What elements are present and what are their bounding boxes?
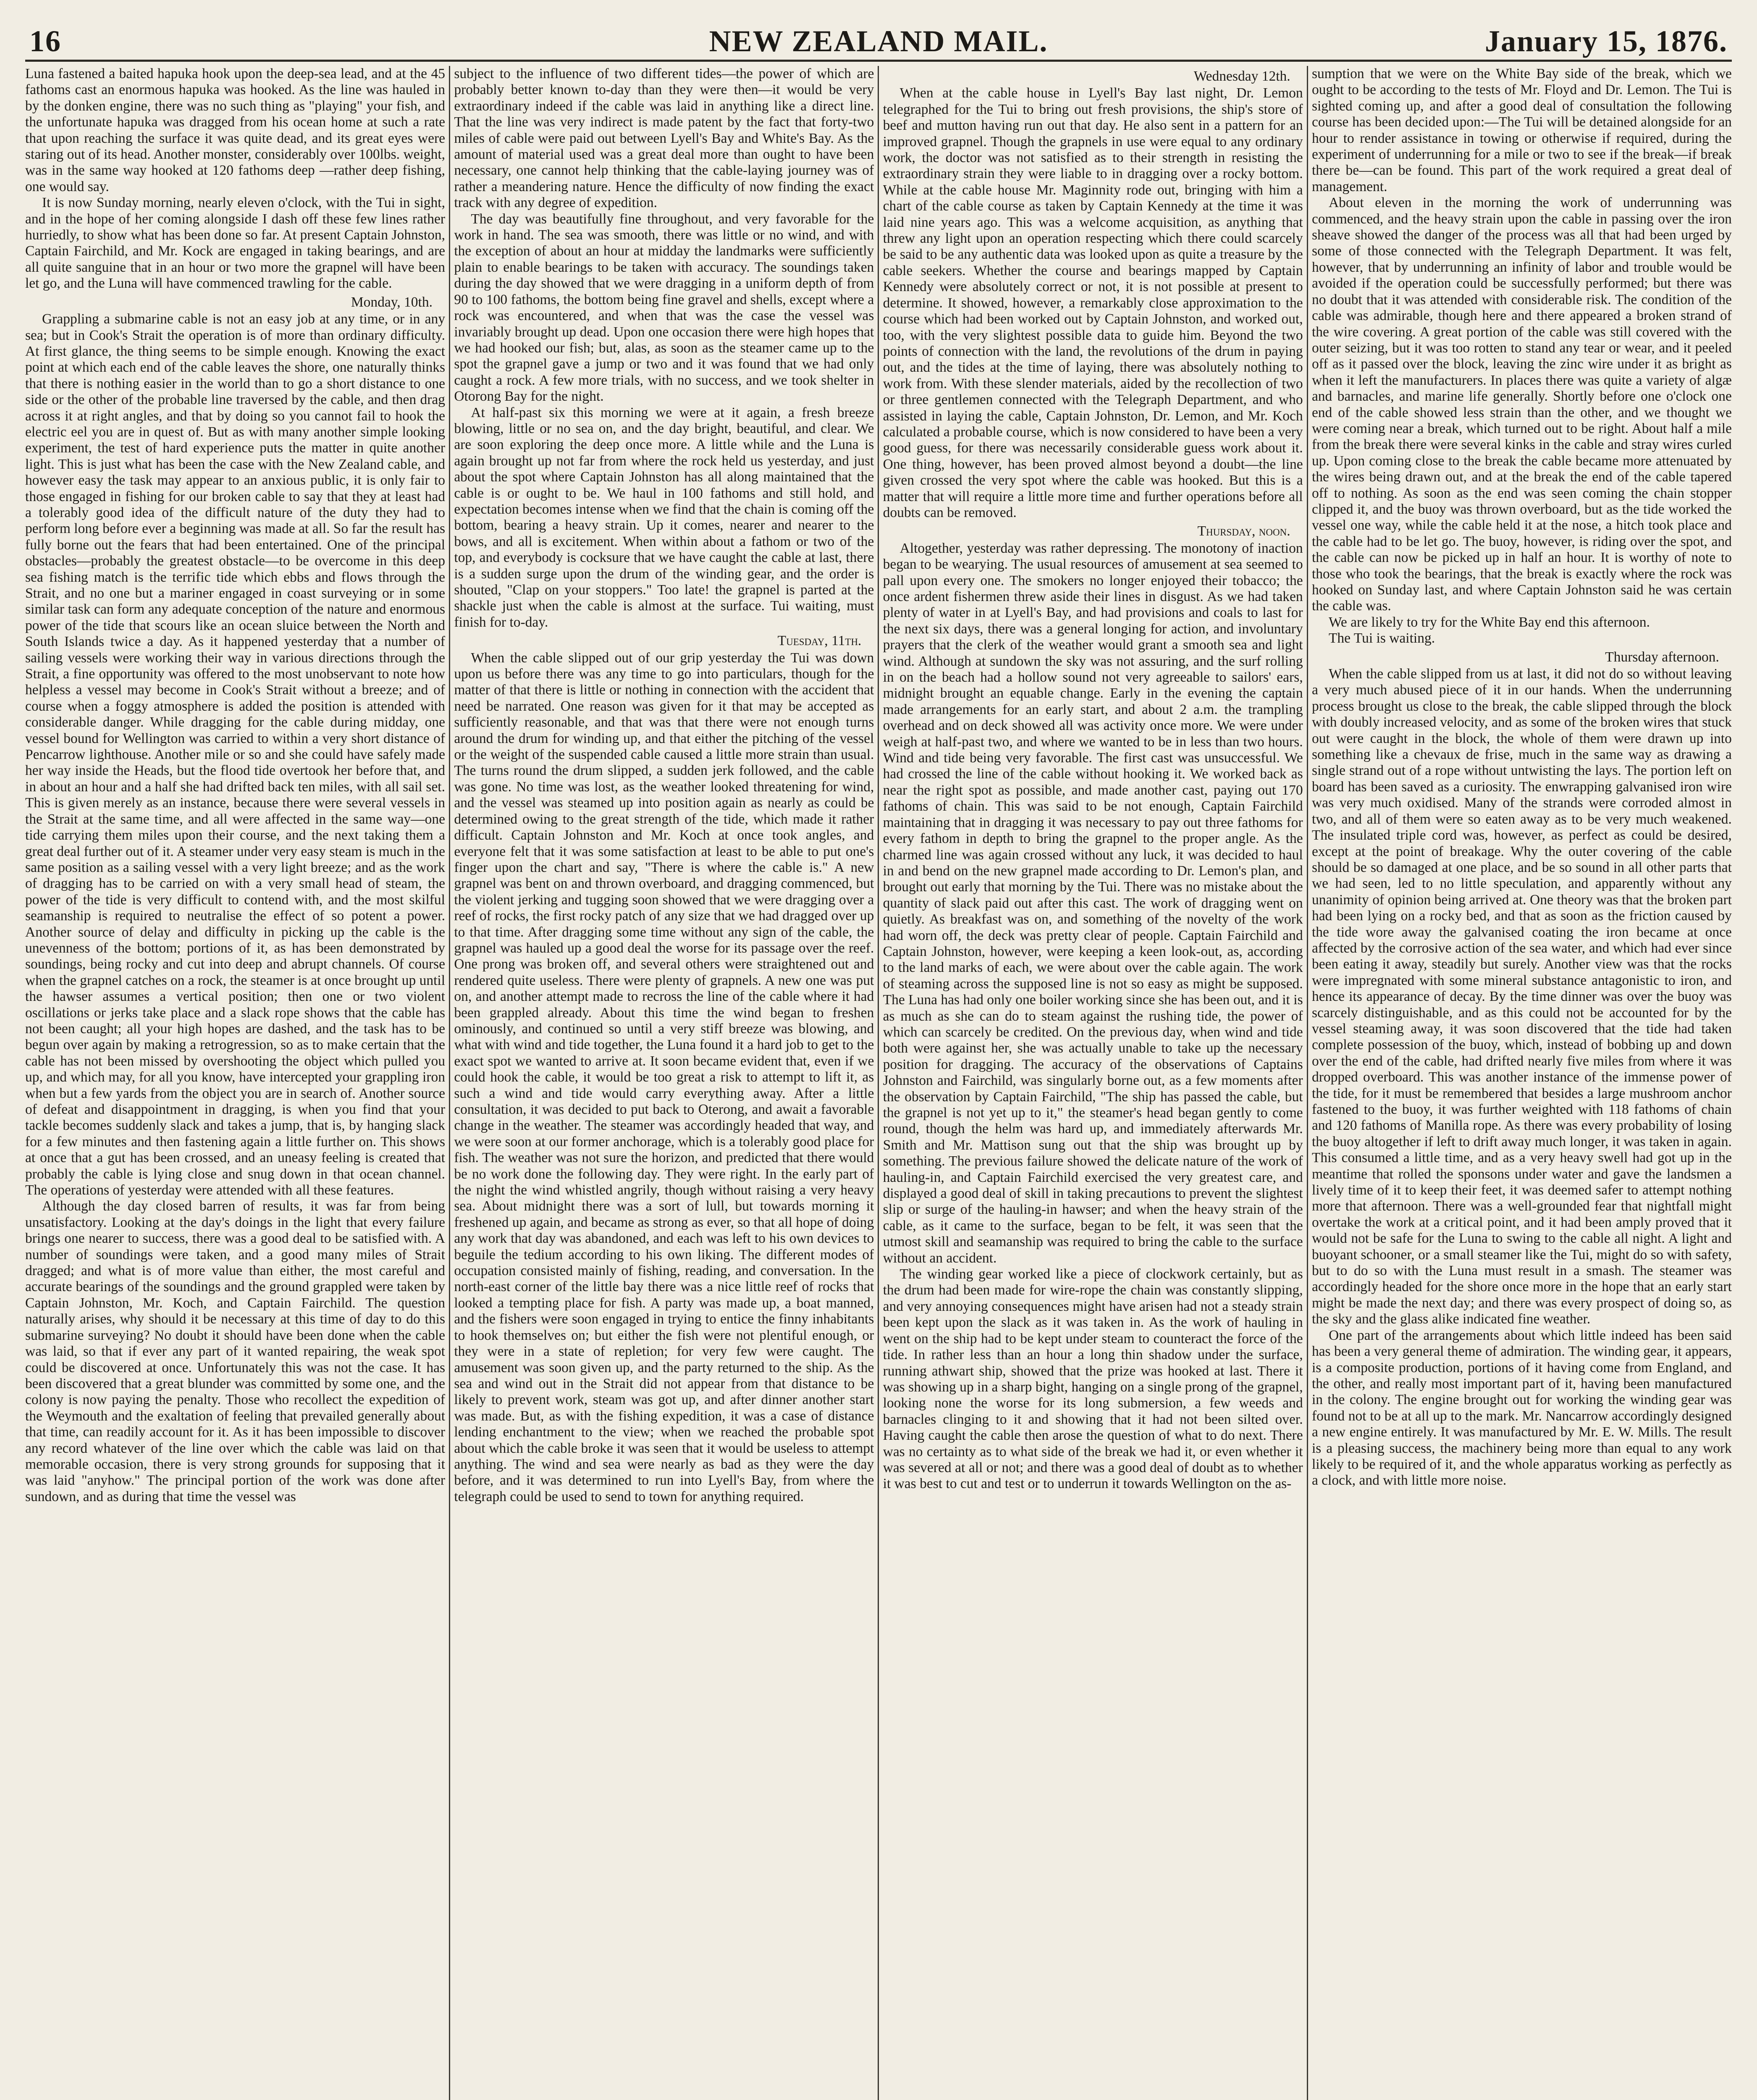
text-column-2 [454, 66, 874, 2100]
article-paragraph: One part of the arrangements about which little indeed has been said has been a very general theme of admiration. The winding gear, it appears, is a composite production, portions of it having come from England, and the other, and really most important part of it, having been manufactured in the colony. The engine brought out for working the winding gear was found not to be at all up to the mark. Mr. Nancarrow accordingly designed a new engine entirely. It was manufactured by Mr. E. W. Mills. The result is a pleasing success, the machinery being more than equal to any work likely to be required of it, and the whole apparatus working as perfectly as a clock, and with little more noise. [1311, 1327, 1732, 1488]
article-paragraph: We are likely to try for the White Bay end this afternoon. [1328, 614, 1650, 630]
text-column-3 [883, 66, 1303, 2100]
issue-date: January 15, 1876. [1484, 24, 1728, 58]
article-paragraph: At half-past six this morning we were at it again, a fresh breeze blowing, little or no sea on, and the day bright, beautiful, and clear. We are soon exploring the deep once more. A little while and the Luna is again brought up not far from where the rock held us yesterday, and just about the spot where Captain Johnston has all along maintained that the cable is or ought to be. We haul in 100 fathoms and still hold, and expectation becomes intense when we find that the chain is coming off the bottom, bearing a heavy strain. Up it comes, nearer and nearer to the bows, and all is excitement. When within about a fathom or two of the top, and everybody is cocksure that we have caught the cable at last, there is a sudden surge upon the drum of the winding gear, and the order is shouted, "Clap on your stoppers." Too late! the grapnel is parted at the shackle just when the cable is almost at the surface. Tui waiting, must finish for to-day. [454, 404, 874, 630]
column-divider [1307, 66, 1308, 2100]
article-paragraph: It is now Sunday morning, nearly eleven o'clock, with the Tui in sight, and in the hope of her coming alongside I dash off these few lines rather hurriedly, to show what has been done so far. At present Captain Johnston, Captain Fairchild, and Mr. Kock are engaged in taking bearings, and are all quite sanguine that in an hour or two more the grapnel will have been let go, and the Luna will have commenced trawling for the cable. [25, 195, 445, 291]
article-columns [25, 66, 1732, 2100]
page-header [25, 21, 1732, 62]
article-paragraph: Altogether, yesterday was rather depressing. The monotony of inaction began to be wearying. The usual resources of amusement at sea seemed to pall upon every one. The smokers no longer enjoyed their tobacco; the once ardent fishermen threw aside their lines in disgust. As we had taken plenty of water in at Lyell's Bay, and had provisions and coals to last for the next six days, there was a general longing for action, and involuntary prayers that the clerk of the weather would grant a smooth sea and light wind. Although at sundown the sky was not assuring, and the surf rolling in on the beach had a hollow sound not very agreeable to sailors' ears, midnight brought an equable change. Early in the evening the captain made arrangements for an early start, and about 2 a.m. the trampling overhead and on deck showed all was activity once more. We were under weigh at half-past two, and where we wanted to be in less than two hours. Wind and tide being very favorable. The first cast was unsuccessful. We had crossed the line of the cable without hooking it. We worked back as near the right spot as possible, and made another cast, paying out 170 fathoms of chain. This was said to be not enough, Captain Fairchild maintaining that in dragging it was necessary to pay out three fathoms for every fathom in depth to bring the grapnel to the proper angle. As the charmed line was again crossed without any luck, it was decided to haul in and bend on the new grapnel made according to Dr. Lemon's plan, and brought out early that morning by the Tui. There was no mistake about the quantity of slack paid out after this cast. The work of dragging went on quietly. As breakfast was on, and something of the novelty of the work had worn off, the deck was pretty clear of people. Captain Fairchild and Captain Johnston, however, were keeping a keen look-out, as, according to the land marks of each, we were about over the cable again. The work of steaming across the supposed line is not so easy as might be supposed. The Luna has had only one boiler working since she has been out, and it is as much as she can do to steam against the rushing tide, the power of which can scarcely be credited. On the previous day, when wind and tide both were against her, she was actually unable to take up the necessary position for dragging. The accuracy of the observations of Captains Johnston and Fairchild, was singularly borne out, as a few moments after the observation by Captain Fairchild, "The ship has passed the cable, but the grapnel is not yet up to it," the steamer's head began gently to come round, though the helm was hard up, and immediately afterwards Mr. Smith and Mr. Mattison sung out that the ship was brought up by something. The previous failure showed the delicate nature of the work of hauling-in, and Captain Fairchild exercised the very greatest care, and displayed a good deal of skill in taking precautions to prevent the slightest slip or surge of the hauling-in hawser; and when the heavy strain of the cable, as it came to the surface, began to be felt, it was seen that the utmost skill and seamanship was required to bring the cable to the surface without an accident. [883, 540, 1303, 1266]
article-paragraph: When the cable slipped from us at last, it did not do so without leaving a very much abused piece of it in our hands. When the underrunning process brought us close to the break, the cable slipped through the block with doubly increased velocity, and as some of the broken wires that stuck out were caught in the block, the whole of them were drawn up into something like a chevaux de frise, much in the same way as drawing a single strand out of a rope without untwisting the lays. The portion left on board has been saved as a curiosity. The enwrapping galvanised iron wire was very much oxidised. Many of the strands were corroded almost in two, and all of them were so eaten away as to be very much weakened. The insulated triple cord was, however, as perfect as could be desired, except at the point of breakage. Why the outer covering of the cable should be so damaged at one place, and be so sound in all other parts that we had seen, led to no little speculation, and apparently without any unanimity of opinion being arrived at. One theory was that the broken part had been lying on a rocky bed, and that as soon as the friction caused by the tide wore away the galvanised coating the iron became at once affected by the corrosive action of the sea water, and which had ever since been eating it away, steadily but surely. Another view was that the rocks were impregnated with some mineral substance antagonistic to iron, and hence its appearance of decay. By the time dinner was over the buoy was scarcely distinguishable, and as this could not be accounted for by the vessel steaming away, it was soon discovered that the tide had taken complete possession of the buoy, which, instead of bobbing up and down over the end of the cable, had drifted nearly five miles from where it was dropped overboard. This was another instance of the immense power of the tide, for it must be remembered that besides a large mushroom anchor fastened to the buoy, it was further weighted with 118 fathoms of chain and 120 fathoms of Manilla rope. As there was every probability of losing the buoy altogether if left to drift away much longer, it was taken in again. This consumed a little time, and as a very heavy swell had got up in the meantime that rolled the sponsons under water and gave the landsmen a lively time of it to keep their feet, it was deemed safer to attempt nothing more that afternoon. There was a well-grounded fear that nightfall might overtake the work at a critical point, and it had been amply proved that it would not be safe for the Luna to swing to the cable all night. A light and buoyant schooner, or a small steamer like the Tui, might do so with safety, but to do so with the Luna must result in a smash. The steamer was accordingly headed for the shore once more in the hope that an early start might be made the next day; and there was every prospect of doing so, as the sky and the glass alike indicated fine weather. [1311, 666, 1732, 1327]
article-paragraph: When the cable slipped out of our grip yesterday the Tui was down upon us before there was any time to go into particulars, though for the matter of that there is little or nothing in connection with the accident that need be narrated. One reason was given for it that may be accepted as sufficiently reasonable, and that was that there were not enough turns around the drum for winding up, and that either the pitching of the vessel or the weight of the suspended cable caused a little more strain than usual. The turns round the drum slipped, a sudden jerk followed, and the cable was gone. No time was lost, as the weather looked threatening for wind, and the vessel was steamed up into position again as nearly as could be determined owing to the great strength of the tide, which made it rather difficult. Captain Johnston and Mr. Koch at once took angles, and everyone felt that it was some satisfaction at least to be able to put one's finger upon the chart and say, "There is where the cable is." A new grapnel was bent on and thrown overboard, and dragging commenced, but the violent jerking and tugging soon showed that we were dragging over a reef of rocks, the first rocky patch of any size that we had dragged over up to that time. After dragging some time without any sign of the cable, the grapnel was hauled up a good deal the worse for its passage over the reef. One prong was broken off, and several others were straightened out and rendered quite useless. There were plenty of grapnels. A new one was put on, and another attempt made to recross the line of the cable where it had been grappled already. About this time the wind began to freshen ominously, and continued so until a very stiff breeze was blowing, and what with wind and tide together, the Luna found it a hard job to get to the exact spot we wanted to arrive at. It soon became evident that, even if we could hook the cable, it would be too great a risk to attempt to lift it, as such a wind and tide would carry everything away. After a little consultation, it was decided to put back to Oterong, and await a favorable change in the weather. The steamer was accordingly headed that way, and we were soon at our former anchorage, which is a tolerably good place for fish. The weather was not sure the horizon, and predicted that there would be no work done the following day. They were right. In the early part of the night the wind whistled angrily, though without raising a very heavy sea. About midnight there was a sort of lull, but towards morning it freshened up again, and became as strong as ever, so that all hope of doing any work that day was abandoned, and each was left to his own devices to beguile the tedium according to his own liking. The different modes of occupation consisted mainly of fishing, reading, and conversation. In the north-east corner of the little bay there was a nice little reef of rocks that looked a tempting place for fish. A party was made up, a boat manned, and the fishers were soon engaged in trying to entice the finny inhabitants to hook themselves on; but either the fish were not plentiful enough, or they were in a state of repletion; for very few were caught. The amusement was soon given up, and the party returned to the ship. As the sea and wind out in the Strait did not appear from that distance to be likely to prevent work, steam was got up, and after dinner another start was made. But, as with the fishing expedition, it was a case of distance lending enchantment to the view; when we reached the probable spot about which the cable broke it was seen that it would be useless to attempt anything. The wind and sea were nearly as bad as they were the day before, and it was determined to run into Lyell's Bay, from where the telegraph could be used to send to town for anything required. [454, 650, 874, 1504]
section-dateline: Monday, 10th. [351, 294, 433, 310]
column-divider [449, 66, 450, 2100]
article-paragraph: The Tui is waiting. [1328, 630, 1435, 646]
section-dateline: Thursday, noon. [1197, 523, 1290, 539]
article-paragraph: When at the cable house in Lyell's Bay last night, Dr. Lemon telegraphed for the Tui to bring out fresh provisions, the ship's store of beef and mutton having run out that day. He also sent in a pattern for an improved grapnel. Though the grapnels in use were equal to any ordinary work, the doctor was not satisfied as to their strength in resisting the extraordinary strain they were liable to in dragging over a rocky bottom. While at the cable house Mr. Maginnity rode out, bringing with him a chart of the cable course as taken by Captain Kennedy at the time it was laid nine years ago. This was a welcome acquisition, as anything that threw any light upon an operation respecting which there could scarcely be said to be any authentic data was looked upon as quite a treasure by the cable seekers. Whether the course and bearings mapped by Captain Kennedy were absolutely correct or not, it is not possible at present to determine. It showed, however, a remarkably close approximation to the course which had been worked out by Captain Johnston, and worked out, too, with the very slightest possible data to guide him. Beyond the two points of connection with the land, the revolutions of the drum in paying out, and the tides at the time of laying, there was absolutely nothing to work from. With these slender materials, aided by the recollection of two or three gentlemen connected with the Telegraph Department, and who assisted in laying the cable, Captain Johnston, Dr. Lemon, and Mr. Koch calculated a probable course, which is now considered to have been a very good guess, for there was necessarily considerable guess work about it. One thing, however, has been proved almost beyond a doubt—the line given crossed the very spot where the cable was hooked. But this is a matter that will require a little more time and further operations before all doubts can be removed. [883, 85, 1303, 520]
article-paragraph: Grappling a submarine cable is not an easy job at any time, or in any sea; but in Cook's Strait the operation is of more than ordinary difficulty. At first glance, the thing seems to be simple enough. Knowing the exact point at which each end of the cable leaves the shore, one naturally thinks that there is nothing easier in the world than to go a short distance to one side or the other of the probable line traversed by the cable, and then drag across it at right angles, and that by doing so you cannot fail to hook the electric eel you are in quest of. But as with many another simple looking experiment, the test of hard experience puts the matter in quite another light. This is just what has been the case with the New Zealand cable, and however easy the task may appear to an anxious public, it is only fair to those engaged in fishing for our broken cable to say that they at least had a tolerably good idea of the difficult nature of the duty they had to perform long before ever a beginning was made at all. So far the result has fully borne out the fears that had been entertained. One of the principal obstacles—probably the greatest obstacle—to be overcome in this deep sea fishing match is the terrific tide which ebbs and flows through the Strait, and no one but a mariner engaged in coast surveying or in some similar task can form any adequate conception of the nature and enormous power of the tide that scours like an ocean sluice between the North and South Islands twice a day. As it happened yesterday that a number of sailing vessels were working their way in various directions through the Strait, a fine opportunity was offered to the most unobservant to note how helpless a vessel may become in Cook's Strait without a breeze; and of course when a foggy atmosphere is added the position is attended with considerable danger. While dragging for the cable during midday, one vessel bound for Wellington was carried to within a very short distance of Pencarrow lighthouse. Another mile or so and she could have safely made her way inside the Heads, but the flood tide overtook her before that, and in about an hour and a half she had drifted back ten miles, with all sail set. This is given merely as an instance, because there were several vessels in the Strait at the same time, and all were affected in the same way—one tide carrying them miles upon their course, and the next taking them a great deal further out of it. A steamer under very easy steam is much in the same position as a sailing vessel with a very light breeze; and as the work of dragging has to be carried on with a very small head of steam, the power of the tide is very difficult to contend with, and the most skilful seamanship is required to neutralise the effect of so potent a power. Another source of delay and difficulty in picking up the cable is the unevenness of the bottom; portions of it, as has been demonstrated by soundings, being rocky and cut into deep and abrupt channels. Of course when the grapnel catches on a rock, the steamer is at once brought up until the hawser assumes a vertical position; then one or two violent oscillations or jerks take place and a slack rope shows that the cable has not been caught; all your high hopes are dashed, and the task has to be begun over again by making a retrogression, so as to make certain that the cable has not been missed by overshooting the object which pulled you up, and which may, for all you know, have intercepted your grappling iron when but a few yards from the object you are in search of. Another source of defeat and disappointment in dragging, is when you find that your tackle becomes suddenly slack and takes a jump, that is, by hanging slack for a few minutes and then fastening again a little further on. This shows at once that a gut has been crossed, and an uneasy feeling is created that probably the cable is lying close and snug down in that ocean channel. The operations of yesterday were attended with all these features. [25, 311, 445, 1198]
section-dateline: Thursday afternoon. [1605, 649, 1719, 665]
column-divider [878, 66, 879, 2100]
article-paragraph: sumption that we were on the White Bay side of the break, which we ought to be according to the tests of Mr. Floyd and Dr. Lemon. The Tui is sighted coming up, and after a good deal of consultation the following course has been decided upon:—The Tui will be detained alongside for an hour to render assistance in towing or otherwise if required, during the experiment of underrunning for a mile or two to see if the break—if break there be—can be found. This part of the work required a great deal of management. [1311, 66, 1732, 194]
article-paragraph: Luna fastened a baited hapuka hook upon the deep-sea lead, and at the 45 fathoms cast an enormous hapuka was hooked. As the line was hauled in by the donken engine, there was no such thing as "playing" your fish, and the unfortunate hapuka was dragged from his ocean home at such a rate that upon reaching the surface it was quite dead, and its great eyes were staring out of its head. Another monster, considerably over 100lbs. weight, was in the same way hooked at 120 fathoms deep —rather deep fishing, one would say. [25, 66, 445, 194]
article-paragraph: Although the day closed barren of results, it was far from being unsatisfactory. Looking at the day's doings in the light that every failure brings one nearer to success, there was a good deal to be satisfied with. A number of soundings were taken, and a good many miles of Strait dragged; and what is of more value than either, the most careful and accurate bearings of the soundings and the ground grappled were taken by Captain Johnston, Mr. Koch, and Captain Fairchild. The question naturally arises, why should it be necessary at this time of day to do this submarine surveying? No doubt it should have been done when the cable was laid, so that if ever any part of it wanted repairing, the weak spot could be discovered at once. Unfortunately this was not the case. It has been discovered that a great blunder was committed by some one, and the colony is now paying the penalty. Those who recollect the expedition of the Weymouth and the exaltation of feeling that prevailed generally about that time, can readily account for it. As it has been impossible to discover any record whatever of the line over which the cable was laid on that memorable occasion, there is very strong grounds for supposing that it was laid "anyhow." The principal portion of the work was done after sundown, and as during that time the vessel was [25, 1198, 445, 1504]
article-paragraph: The winding gear worked like a piece of clockwork certainly, but as the drum had been made for wire-rope the chain was constantly slipping, and very annoying consequences might have arisen had not a steady strain been kept upon the slack as it was taken in. As the work of hauling in went on the ship had to be kept under steam to counteract the force of the tide. In rather less than an hour a long thin shadow under the surface, running athwart ship, showed that the prize was hooked at last. There it was showing up in a sharp bight, hanging on a single prong of the grapnel, looking none the worse for its long submersion, a few weeds and barnacles clinging to it and showing that it had not been silted over. Having caught the cable then arose the question of what to do next. There was no certainty as to what side of the break we had it, or even whether it was severed at all or not; and there was a good deal of doubt as to whether it was best to cut and test or to underrun it towards Wellington on the as- [883, 1266, 1303, 1492]
section-dateline: Tuesday, 11th. [777, 633, 862, 649]
page-number: 16 [29, 24, 61, 58]
article-paragraph: The day was beautifully fine throughout, and very favorable for the work in hand. The sea was smooth, there was little or no wind, and with the exception of about an hour at midday the landmarks were sufficiently plain to enable bearings to be taken with accuracy. The soundings taken during the day showed that we were dragging in a uniform depth of from 90 to 100 fathoms, the bottom being fine gravel and shells, except where a rock was encountered, and when that was the case the vessel was invariably brought up dead. Upon one occasion there were high hopes that we had hooked our fish; but, alas, as soon as the steamer came up to the spot the grapnel gave a jump or two and it was found that we had only caught a rock. A few more trials, with no success, and we took shelter in Otorong Bay for the night. [454, 211, 874, 404]
article-paragraph: About eleven in the morning the work of underrunning was commenced, and the heavy strain upon the cable in passing over the iron sheave showed the danger of the process was all that had been urged by some of those connected with the Telegraph Department. It was felt, however, that by underrunning an infinity of labor and trouble would be avoided if the operation could be successfully performed; but there was no doubt that it was attended with considerable risk. The condition of the cable was admirable, though here and there appeared a broken strand of the wire covering. A great portion of the cable was still covered with the outer seizing, but it was too rotten to stand any tear or wear, and it peeled off as it passed over the block, leaving the zinc wire under it as bright as when it left the manufacturers. In places there was quite a variety of algæ and barnacles, and marine life generally. Shortly before one o'clock one end of the cable showed less strain than the other, and we thought we were coming near a break, which turned out to be right. About half a mile from the break there were several kinks in the cable and stray wires curled up. Upon coming close to the break the cable became more attenuated by the wires being drawn out, and at the break the end of the cable tapered off to nothing. As soon as the end was seen coming the chain stopper clipped it, and the buoy was thrown overboard, but as the tide worked the vessel one way, while the cable held it at the nose, a hitch took place and the cable had to be let go. The buoy, however, is riding over the spot, and the cable can now be picked up in half an hour. It is worthy of note to those who took the bearings, that the break is exactly where the rock was hooked on Sunday last, and where Captain Johnston said he was certain the cable was. [1311, 195, 1732, 614]
article-paragraph: subject to the influence of two different tides—the power of which are probably better known to-day than they were then—it would be very extraordinary indeed if the cable was laid in anything like a direct line. That the line was very indirect is made patent by the fact that forty-two miles of cable were paid out between Lyell's Bay and White's Bay. As the amount of material used was a great deal more than ought to have been necessary, one cannot help thinking that the cable-laying journey was of rather a meandering nature. Hence the difficulty of now finding the exact track with any degree of expedition. [454, 66, 874, 211]
section-dateline: Wednesday 12th. [1193, 68, 1290, 84]
text-column-4 [1312, 66, 1732, 2100]
newspaper-title: NEW ZEALAND MAIL. [709, 24, 1048, 58]
text-column-1 [25, 66, 445, 2100]
